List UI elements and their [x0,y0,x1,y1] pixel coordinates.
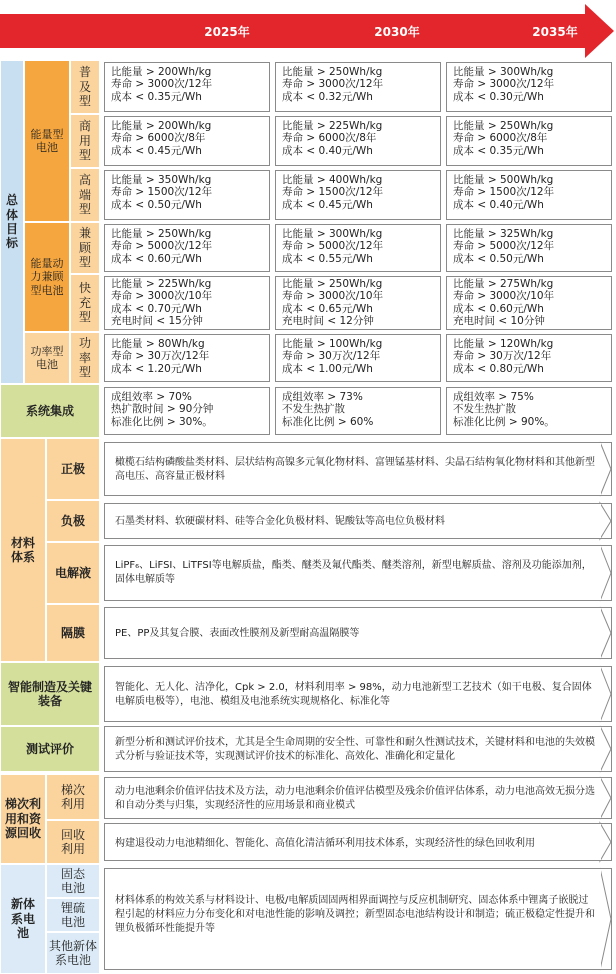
system-2035: 成组效率 > 75% 不发生热扩散 标准化比例 > 90%。 [446,387,612,435]
goal-kuaichong-2025: 比能量 > 225Wh/kg 寿命 > 3000次/10年 成本 < 0.70元/Wh 充电时间 < 15分钟 [104,276,270,330]
goal-jiangu-2035: 比能量 > 325Wh/kg 寿命 > 5000次/12年 成本 < 0.50元/Wh [446,224,612,272]
recycling-label: 梯次利用和资源回收 [0,774,46,864]
testing-label: 测试评价 [0,726,100,772]
goal-gonglv-2025: 比能量 > 80Wh/kg 寿命 > 30万次/12年 成本 < 1.20元/Wh [104,334,270,382]
new-system-other: 其他新体系电池 [46,932,100,974]
type-jiangu: 兼顾型 [70,222,100,274]
recycling-cascade: 梯次利用 [46,774,100,820]
type-puji: 普及型 [70,60,100,114]
goal-gonglv-2030: 比能量 > 100Wh/kg 寿命 > 30万次/12年 成本 < 1.00元/Wh [275,334,441,382]
material-anode: 负极 [46,500,100,542]
materials-label: 材料体系 [0,438,46,662]
material-separator-text: PE、PP及其复合膜、表面改性膜剂及新型耐高温隔膜等 [104,607,612,659]
goal-kuaichong-2035: 比能量 > 275Wh/kg 寿命 > 3000次/10年 成本 < 0.60元/Wh 充电时间 < 10分钟 [446,276,612,330]
manufacturing-label: 智能制造及关键装备 [0,662,100,726]
year-2035: 2035年 [532,25,578,39]
type-kuaichong: 快充型 [70,274,100,332]
material-separator: 隔膜 [46,604,100,662]
goal-gaoduan-2025: 比能量 > 350Wh/kg 寿命 > 1500次/12年 成本 < 0.50元/Wh [104,170,270,220]
type-gonglv: 功率型 [70,332,100,384]
recycling-recovery: 回收利用 [46,820,100,864]
material-cathode-text: 橄榄石结构磷酸盐类材料、层状结构高镍多元氧化物材料、富锂锰基材料、尖晶石结构氧化物材料和其他新型高电压、高容量正极材料 [104,442,612,496]
goal-gaoduan-2030: 比能量 > 400Wh/kg 寿命 > 1500次/12年 成本 < 0.45元/Wh [275,170,441,220]
recycling-recovery-text: 构建退役动力电池精细化、智能化、高值化清洁循环利用技术体系，实现经济性的绿色回收利用 [104,823,612,861]
power-battery-label: 功率型电池 [24,332,70,384]
goal-shangyong-2030: 比能量 > 225Wh/kg 寿命 > 6000次/8年 成本 < 0.40元/Wh [275,116,441,166]
system-2030: 成组效率 > 73% 不发生热扩散 标准化比例 > 60% [275,387,441,435]
goal-jiangu-2030: 比能量 > 300Wh/kg 寿命 > 5000次/12年 成本 < 0.55元/Wh [275,224,441,272]
type-gaoduan: 高端型 [70,168,100,222]
year-2030: 2030年 [374,25,420,39]
goal-kuaichong-2030: 比能量 > 250Wh/kg 寿命 > 3000次/10年 成本 < 0.65元/Wh 充电时间 < 12分钟 [275,276,441,330]
type-shangyong: 商用型 [70,114,100,168]
goal-gonglv-2035: 比能量 > 120Wh/kg 寿命 > 30万次/12年 成本 < 0.80元/Wh [446,334,612,382]
new-system-solid: 固态电池 [46,864,100,898]
goal-shangyong-2025: 比能量 > 200Wh/kg 寿命 > 6000次/8年 成本 < 0.45元/Wh [104,116,270,166]
recycling-cascade-text: 动力电池剩余价值评估技术及方法，动力电池剩余价值评估模型及残余价值评估体系，动力电池高效无损分选和自动分类与归集，实现经济性的应用场景和商业模式 [104,777,612,819]
system-integration-label: 系统集成 [0,384,100,438]
goal-puji-2025: 比能量 > 200Wh/kg 寿命 > 3000次/12年 成本 < 0.35元/Wh [104,62,270,112]
balanced-battery-label: 能量动力兼顾型电池 [24,222,70,332]
new-system-lis: 锂硫电池 [46,898,100,932]
new-system-label: 新体系电池 [0,864,46,974]
testing-text: 新型分析和测试评价技术，尤其是全生命周期的安全性、可靠性和耐久性测试技术，关键材料和电池的失效模式分析与验证技术等，实现测试评价技术的标准化、高效化、准确化和定量化 [104,726,612,772]
goal-gaoduan-2035: 比能量 > 500Wh/kg 寿命 > 1500次/12年 成本 < 0.40元/Wh [446,170,612,220]
goal-shangyong-2035: 比能量 > 250Wh/kg 寿命 > 6000次/8年 成本 < 0.35元/Wh [446,116,612,166]
goal-puji-2030: 比能量 > 250Wh/kg 寿命 > 3000次/12年 成本 < 0.32元/Wh [275,62,441,112]
new-system-text: 材料体系的构效关系与材料设计、电极/电解质固固两相界面调控与反应机制研究、固态体系中锂离子嵌脱过程引起的材料应力分布变化和对电池性能的影响及调控；新型固态电池结构设计和制造；硫正极稳定性提升和锂负极循环性能提升等 [104,868,612,970]
system-2025: 成组效率 > 70% 热扩散时间 > 90分钟 标准化比例 > 30%。 [104,387,270,435]
energy-battery-label: 能量型电池 [24,60,70,222]
goal-puji-2035: 比能量 > 300Wh/kg 寿命 > 3000次/12年 成本 < 0.30元/Wh [446,62,612,112]
year-2025: 2025年 [204,25,250,39]
total-goal-label: 总体目标 [0,60,24,384]
material-cathode: 正极 [46,438,100,500]
material-electrolyte-text: LiPF₆、LiFSI、LiTFSI等电解质盐，酯类、醚类及氟代酯类、醚类溶剂，新型电解质盐、溶剂及功能添加剂，固体电解质等 [104,545,612,601]
material-electrolyte: 电解液 [46,542,100,604]
manufacturing-text: 智能化、无人化、洁净化，Cpk > 2.0，材料利用率 > 98%，动力电池新型工艺技术（如干电极、复合固体电解质电极等），电池、模组及电池系统实现规格化、标准化等 [104,666,612,722]
goal-jiangu-2025: 比能量 > 250Wh/kg 寿命 > 5000次/12年 成本 < 0.60元/Wh [104,224,270,272]
material-anode-text: 石墨类材料、软硬碳材料、硅等合金化负极材料、铌酸钛等高电位负极材料 [104,503,612,539]
